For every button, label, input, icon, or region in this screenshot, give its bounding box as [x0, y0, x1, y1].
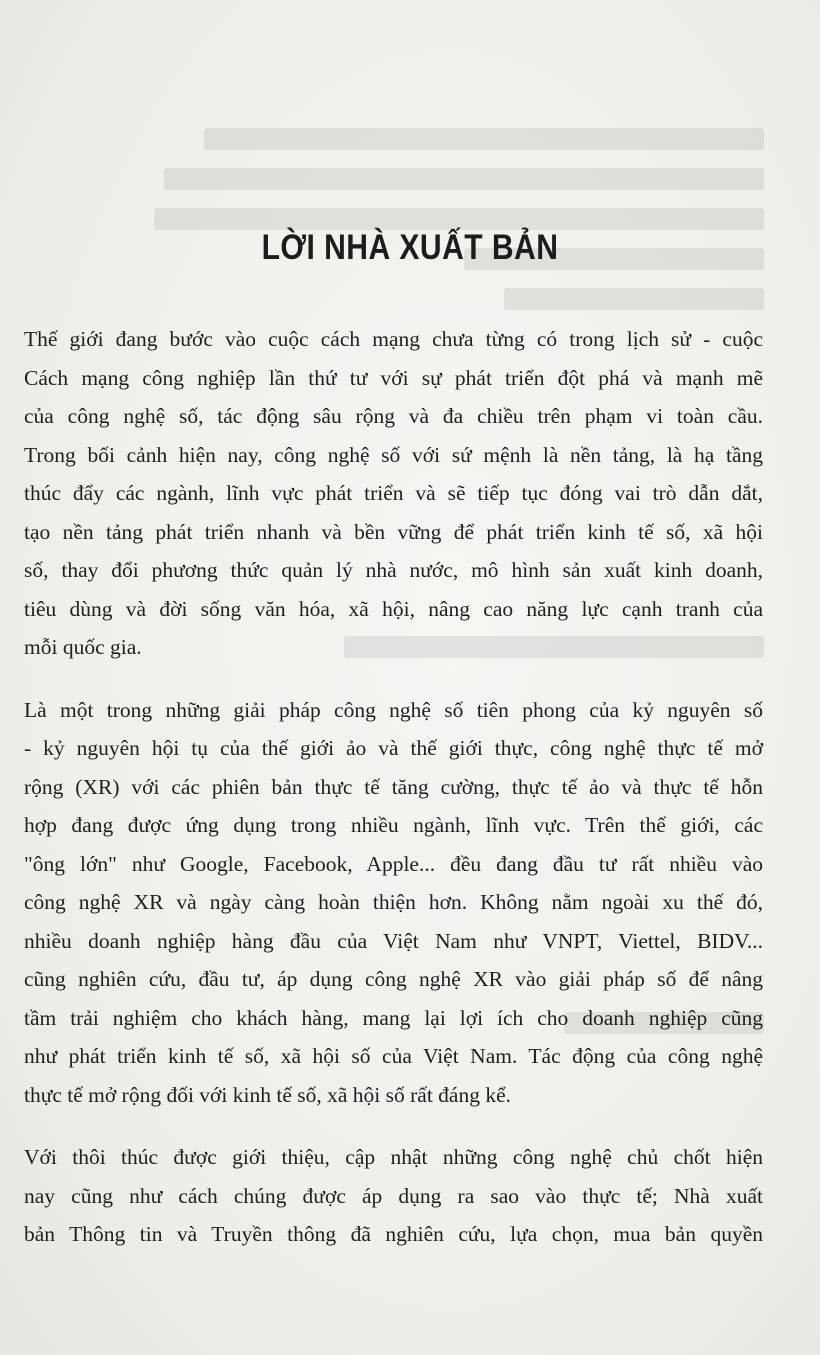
text-line: nhiều doanh nghiệp hàng đầu của Việt Nam như VNPT, Viettel, BIDV...	[24, 928, 763, 953]
text-line: "ông lớn" như Google, Facebook, Apple... đều đang đầu tư rất nhiều vào	[24, 851, 763, 876]
text-line: Là một trong những giải pháp công nghệ số tiên phong của kỷ nguyên số	[24, 697, 763, 722]
text-line: công nghệ XR và ngày càng hoàn thiện hơn. Không nằm ngoài xu thế đó,	[24, 890, 763, 914]
text-line: số, thay đổi phương thức quản lý nhà nước, mô hình sản xuất kinh doanh,	[24, 558, 763, 582]
paragraph-3	[24, 1138, 763, 1254]
text-line: hợp đang được ứng dụng trong nhiều ngành, lĩnh vực. Trên thế giới, các	[24, 813, 763, 837]
text-line: thúc đẩy các ngành, lĩnh vực phát triển và sẽ tiếp tục đóng vai trò dẫn dắt,	[24, 481, 763, 505]
text-line: tạo nền tảng phát triển nhanh và bền vững để phát triển kinh tế số, xã hội	[24, 519, 763, 544]
page-title: LỜI NHÀ XUẤT BẢN	[261, 228, 559, 267]
text-line: - kỷ nguyên hội tụ của thế giới ảo và thế giới thực, công nghệ thực tế mở	[24, 736, 763, 760]
text-line: Thế giới đang bước vào cuộc cách mạng chưa từng có trong lịch sử - cuộc	[24, 327, 763, 351]
text-line: nay cũng như cách chúng được áp dụng ra sao vào thực tế; Nhà xuất	[24, 1183, 763, 1208]
text-line: Cách mạng công nghiệp lần thứ tư với sự phát triển đột phá và mạnh mẽ	[24, 365, 763, 390]
paragraph-2	[24, 691, 763, 1115]
text-line: như phát triển kinh tế số, xã hội số của Việt Nam. Tác động của công nghệ	[24, 1044, 763, 1068]
body-text	[24, 320, 763, 1278]
text-line: mỗi quốc gia.	[24, 635, 142, 659]
text-line: tầm trải nghiệm cho khách hàng, mang lại lợi ích cho doanh nghiệp cũng	[24, 1005, 763, 1030]
text-line: rộng (XR) với các phiên bản thực tế tăng cường, thực tế ảo và thực tế hỗn	[24, 774, 763, 799]
text-line: thực tế mở rộng đối với kinh tế số, xã hội số rất đáng kể.	[24, 1082, 512, 1107]
text-line: tiêu dùng và đời sống văn hóa, xã hội, nâng cao năng lực cạnh tranh của	[24, 596, 763, 621]
text-line: cũng nghiên cứu, đầu tư, áp dụng công nghệ XR vào giải pháp số để nâng	[24, 967, 763, 991]
text-line: của công nghệ số, tác động sâu rộng và đa chiều trên phạm vi toàn cầu.	[24, 404, 763, 428]
text-line: Trong bối cảnh hiện nay, công nghệ số với sứ mệnh là nền tảng, là hạ tầng	[24, 442, 763, 467]
text-line: bản Thông tin và Truyền thông đã nghiên cứu, lựa chọn, mua bản quyền	[24, 1222, 763, 1246]
text-line: Với thôi thúc được giới thiệu, cập nhật những công nghệ chủ chốt hiện	[24, 1145, 763, 1169]
paragraph-1	[24, 320, 763, 667]
